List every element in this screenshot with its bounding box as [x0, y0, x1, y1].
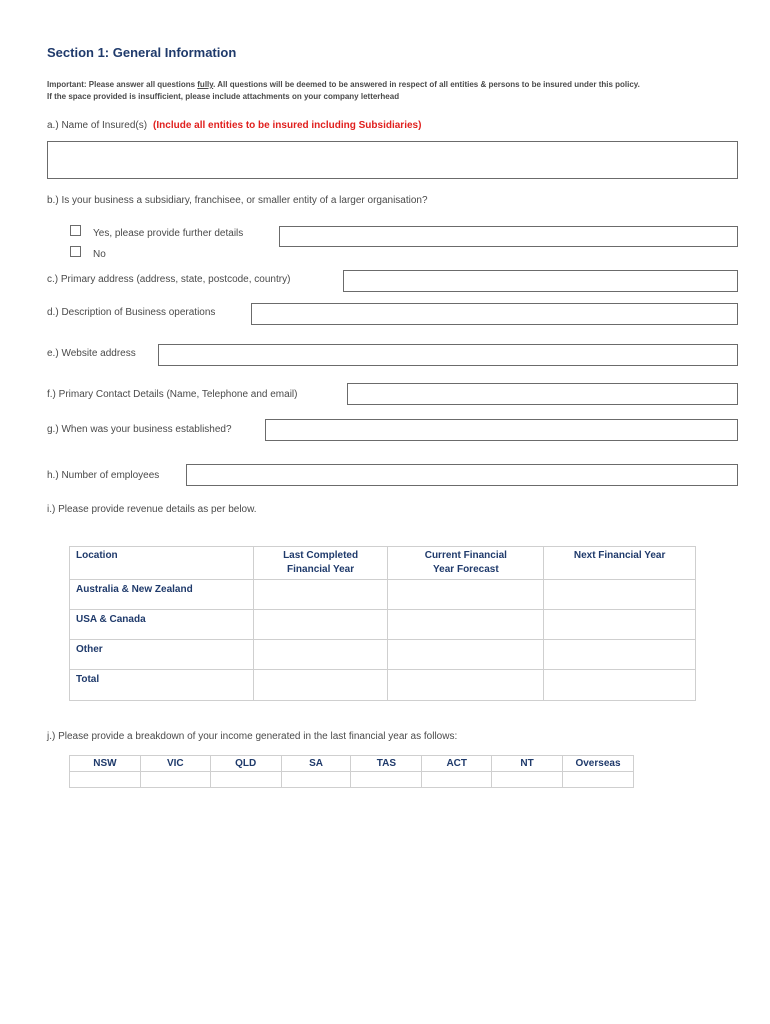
important-rest: . All questions will be deemed to be answered in respect of all entities & persons to be insured under this policy.: [213, 80, 640, 89]
important-line-2: If the space provided is insufficient, please include attachments on your company letterhead: [47, 92, 400, 101]
revenue-cell[interactable]: [253, 610, 388, 640]
revenue-cell[interactable]: [544, 670, 696, 701]
revenue-header-last-completed-line1: Last Completed: [283, 550, 359, 561]
question-g-label: g.) When was your business established?: [47, 424, 232, 435]
revenue-cell[interactable]: [544, 610, 696, 640]
question-i-label: i.) Please provide revenue details as per below.: [47, 504, 257, 515]
state-header-vic: VIC: [140, 756, 210, 772]
revenue-row-label: Other: [70, 640, 254, 670]
revenue-header-next-year: [544, 547, 696, 580]
table-row: [70, 580, 696, 610]
website-address-field[interactable]: [158, 344, 738, 366]
state-income-cell[interactable]: [281, 772, 351, 788]
question-j-label: j.) Please provide a breakdown of your income generated in the last financial year as follows:: [47, 731, 458, 742]
state-income-cell[interactable]: [563, 772, 634, 788]
state-income-cell[interactable]: [492, 772, 563, 788]
primary-address-field[interactable]: [343, 270, 738, 292]
state-income-cell[interactable]: [70, 772, 141, 788]
no-checkbox[interactable]: [70, 246, 81, 257]
employees-field[interactable]: [186, 464, 738, 486]
revenue-row-label: Australia & New Zealand: [70, 580, 254, 610]
state-header-qld: QLD: [210, 756, 281, 772]
yes-label: Yes, please provide further details: [93, 228, 244, 239]
revenue-header-current-forecast: [388, 547, 544, 580]
revenue-header-location-text: Location: [76, 550, 118, 561]
question-f-label: f.) Primary Contact Details (Name, Telephone and email): [47, 389, 298, 400]
revenue-cell[interactable]: [388, 580, 544, 610]
further-details-field[interactable]: [279, 226, 738, 247]
question-a-note: (Include all entities to be insured including Subsidiaries): [153, 120, 422, 131]
section-title: Section 1: General Information: [47, 45, 237, 60]
state-income-cell[interactable]: [351, 772, 422, 788]
question-d-label: d.) Description of Business operations: [47, 307, 216, 318]
state-header-row: [70, 756, 634, 772]
revenue-row-label: Total: [70, 670, 254, 701]
state-income-cell[interactable]: [422, 772, 492, 788]
yes-checkbox[interactable]: [70, 225, 81, 236]
primary-contact-field[interactable]: [347, 383, 738, 405]
state-header-nt: NT: [492, 756, 563, 772]
revenue-cell[interactable]: [253, 640, 388, 670]
business-operations-field[interactable]: [251, 303, 738, 325]
business-established-field[interactable]: [265, 419, 738, 441]
revenue-header-current-forecast-line1: Current Financial: [424, 550, 507, 561]
important-prefix: Important: Please answer all questions: [47, 80, 198, 89]
question-b-label: b.) Is your business a subsidiary, franchisee, or smaller entity of a larger organisation?: [47, 195, 428, 206]
revenue-cell[interactable]: [544, 640, 696, 670]
state-header-sa: SA: [281, 756, 351, 772]
name-of-insured-field[interactable]: [47, 141, 738, 179]
table-row: [70, 610, 696, 640]
revenue-header-current-forecast-line2: Year Forecast: [433, 564, 499, 575]
question-h-label: h.) Number of employees: [47, 470, 160, 481]
table-row: [70, 640, 696, 670]
revenue-cell[interactable]: [388, 670, 544, 701]
revenue-header-last-completed-line2: Financial Year: [287, 564, 355, 575]
revenue-cell[interactable]: [253, 580, 388, 610]
revenue-header-last-completed: [253, 547, 388, 580]
state-income-cell[interactable]: [210, 772, 281, 788]
important-notice: [47, 79, 640, 103]
revenue-cell[interactable]: [388, 610, 544, 640]
state-header-act: ACT: [422, 756, 492, 772]
state-header-overseas: Overseas: [563, 756, 634, 772]
question-a: [47, 120, 421, 131]
revenue-cell[interactable]: [544, 580, 696, 610]
state-header-nsw: NSW: [70, 756, 141, 772]
question-a-label: a.) Name of Insured(s): [47, 120, 148, 131]
important-fully: fully: [197, 80, 214, 89]
question-e-label: e.) Website address: [47, 348, 136, 359]
table-row: [70, 772, 634, 788]
important-line-1: [47, 79, 640, 91]
revenue-header-row: [70, 547, 696, 580]
revenue-cell[interactable]: [388, 640, 544, 670]
revenue-cell[interactable]: [253, 670, 388, 701]
revenue-header-next-year-text: Next Financial Year: [573, 550, 666, 561]
state-income-cell[interactable]: [140, 772, 210, 788]
revenue-header-location: [70, 547, 254, 580]
question-c-label: c.) Primary address (address, state, postcode, country): [47, 274, 291, 285]
no-label: No: [93, 249, 106, 260]
revenue-row-label: USA & Canada: [70, 610, 254, 640]
state-income-table: [69, 755, 634, 788]
state-header-tas: TAS: [351, 756, 422, 772]
table-row: [70, 670, 696, 701]
revenue-table: [69, 546, 696, 701]
